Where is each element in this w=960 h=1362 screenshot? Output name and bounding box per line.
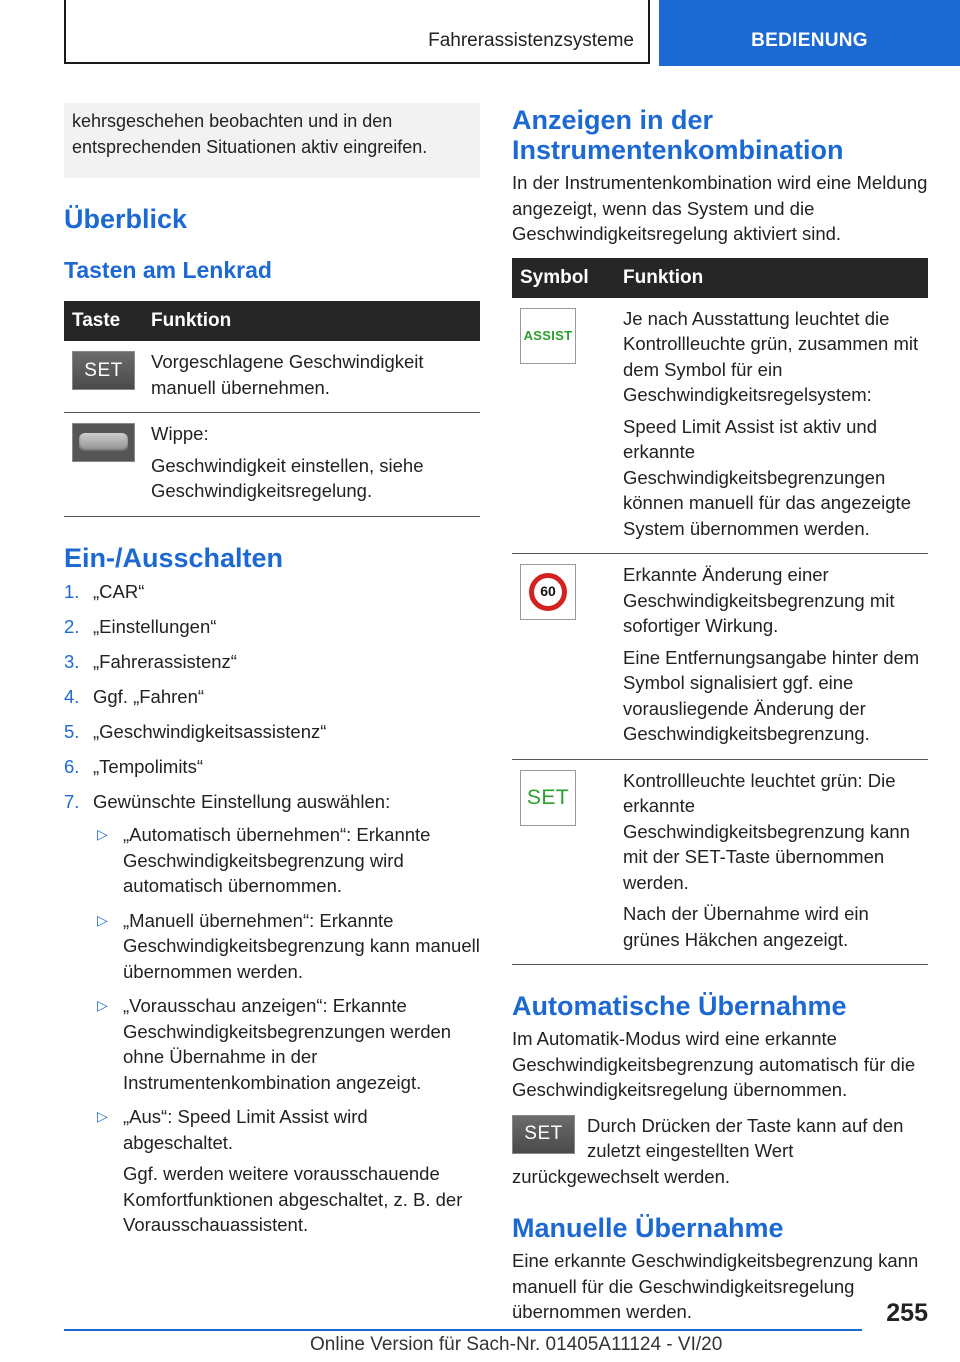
auto-heading: Automatische Übernahme xyxy=(512,991,847,1021)
function-text: Geschwindigkeit einstellen, siehe Geschwindigkeitsregelung. xyxy=(151,454,424,501)
left-column xyxy=(64,103,480,1247)
manual-text: Eine erkannte Geschwindigkeitsbegrenzung kann manuell für die Geschwindigkeitsregelung übernommen werden. xyxy=(512,1250,919,1322)
set-button-cell xyxy=(64,341,143,413)
table-row xyxy=(512,759,928,965)
triangle-bullet-icon: ▷ xyxy=(97,826,108,842)
header-title-box xyxy=(64,0,650,64)
buttons-table-header-function: Funktion xyxy=(143,301,480,341)
triangle-bullet-icon: ▷ xyxy=(97,1108,108,1124)
set-green-icon: SET xyxy=(520,770,576,826)
function-cell: Erkannte Änderung einer Geschwindigkeitsbegrenzung mit sofortiger Wirkung. Eine Entfernungsangabe hinter dem Symbol signalisiert ggf. eine vorausliegende Änderung der Geschwindigkeitsbegrenzung. xyxy=(615,554,928,760)
list-item: ▷ „Automatisch übernehmen“: Erkannte Geschwindigkeitsbegrenzung wird automatisch übernommen. xyxy=(97,824,431,896)
list-item: ▷ „Vorausschau anzeigen“: Erkannte Geschwindigkeitsbegrenzungen werden ohne Übernahme in der Instrumentenkombination angezeigt. xyxy=(97,995,452,1093)
manual-heading: Manuelle Übernahme xyxy=(512,1213,784,1243)
table-row xyxy=(512,298,928,554)
list-item: 6. „Tempolimits“ xyxy=(64,755,203,777)
symbol-cell xyxy=(512,759,615,965)
symbol-cell xyxy=(512,554,615,760)
display-text: In der Instrumentenkombination wird eine Meldung angezeigt, wenn das System und die Geschwindigkeitsregelung aktiviert sind. xyxy=(512,172,928,244)
symbol-cell xyxy=(512,298,615,554)
triangle-bullet-icon: ▷ xyxy=(97,911,108,928)
rocker-cell xyxy=(64,413,143,517)
list-item: 4. Ggf. „Fahren“ xyxy=(64,685,205,707)
header-section-tab xyxy=(659,0,960,66)
auto-text-2: Durch Drücken der Taste kann auf den zuletzt eingestellten Wert zurückgewechselt werden. xyxy=(512,1114,904,1187)
steps-list xyxy=(64,579,480,1238)
header-title: Fahrerassistenzsysteme xyxy=(428,30,634,51)
table-row xyxy=(512,554,928,760)
buttons-table xyxy=(64,301,480,517)
buttons-heading: Tasten am Lenkrad xyxy=(64,257,272,283)
buttons-table-header-key: Taste xyxy=(64,301,143,341)
triangle-bullet-icon: ▷ xyxy=(97,997,108,1013)
list-item: 7. Gewünschte Einstellung auswählen: ▷ „Automatisch übernehmen“: Erkannte Geschwindigkeitsbegrenzung wird automatisch übernommen. ▷ „Manuell übernehmen“: Erkannte Geschwindigkeitsbegrenzung kann manuell übernommen werden. ▷ „Vorausschau anzeigen“: Erkannte Geschwindigkeitsbegrenzungen werden ohne Übernahme in der Instrumentenkombination angezeigt. ▷ „Aus“: Speed Limit Assist wird abgeschaltet. Ggf. werden weitere vorausschauende Komfortfunktionen abgeschaltet, z. B. der Vorausschauassistent. xyxy=(64,789,480,1238)
onoff-heading: Ein-/Ausschalten xyxy=(64,542,284,573)
list-item: 3. „Fahrerassistenz“ xyxy=(64,650,237,672)
function-cell: Je nach Ausstattung leuchtet die Kontrollleuchte grün, zusammen mit dem Symbol für ein Geschwindigkeitsregelsystem: Speed Limit Assist ist aktiv und erkannte Geschwindigkeitsbegrenzungen können manuell für das angezeigte System übernommen werden. xyxy=(615,298,928,554)
list-item: 5. „Geschwindigkeitsassistenz“ xyxy=(64,720,327,742)
substeps-list xyxy=(93,822,480,1238)
symbol-table xyxy=(512,258,928,966)
right-column xyxy=(512,103,928,1325)
note-box: kehrsgeschehen beobachten und in den entsprechenden Situationen aktiv eingreifen. xyxy=(64,103,480,178)
function-cell xyxy=(143,341,480,413)
function-cell xyxy=(143,413,480,517)
assist-icon: ASSIST xyxy=(520,308,576,364)
set-button-icon: SET xyxy=(72,351,135,390)
speed-limit-60-icon: 60 xyxy=(520,564,576,620)
rocker-switch-icon xyxy=(72,423,135,462)
function-text: Vorgeschlagene Geschwindigkeit manuell übernehmen. xyxy=(151,351,424,398)
list-item: 2. „Einstellungen“ xyxy=(64,615,217,637)
footer-text: Online Version für Sach-Nr. 01405A11124 - VI/20 xyxy=(310,1334,723,1355)
page-number: 255 xyxy=(886,1299,928,1327)
set-button-icon: SET xyxy=(512,1115,575,1154)
symbol-table-header-function: Funktion xyxy=(615,258,928,298)
overview-heading: Überblick xyxy=(64,204,188,234)
display-heading: Anzeigen in der Instrumentenkombination xyxy=(512,105,844,165)
list-item: ▷ „Aus“: Speed Limit Assist wird abgeschaltet. Ggf. werden weitere vorausschauende Komfortfunktionen abgeschaltet, z. B. der Vorausschauassistent. xyxy=(97,1106,463,1235)
function-cell: Kontrollleuchte leuchtet grün: Die erkannte Geschwindigkeitsbegrenzung kann mit der SET-Taste übernommen werden. Nach der Übernahme wird ein grünes Häkchen angezeigt. xyxy=(615,759,928,965)
header-section-label: BEDIENUNG xyxy=(751,30,868,51)
table-row xyxy=(64,341,480,413)
list-item: ▷ „Manuell übernehmen“: Erkannte Geschwindigkeitsbegrenzung kann manuell übernommen werden. xyxy=(97,909,480,982)
table-row xyxy=(64,413,480,517)
footer-divider xyxy=(64,1329,862,1331)
list-item: 1. „CAR“ xyxy=(64,580,145,602)
auto-set-paragraph xyxy=(512,1113,928,1190)
auto-text: Im Automatik-Modus wird eine erkannte Geschwindigkeitsbegrenzung automatisch für die Geschwindigkeitsregelung übernommen. xyxy=(512,1028,916,1100)
symbol-table-header-symbol: Symbol xyxy=(512,258,615,298)
function-text: Wippe: xyxy=(151,423,209,444)
